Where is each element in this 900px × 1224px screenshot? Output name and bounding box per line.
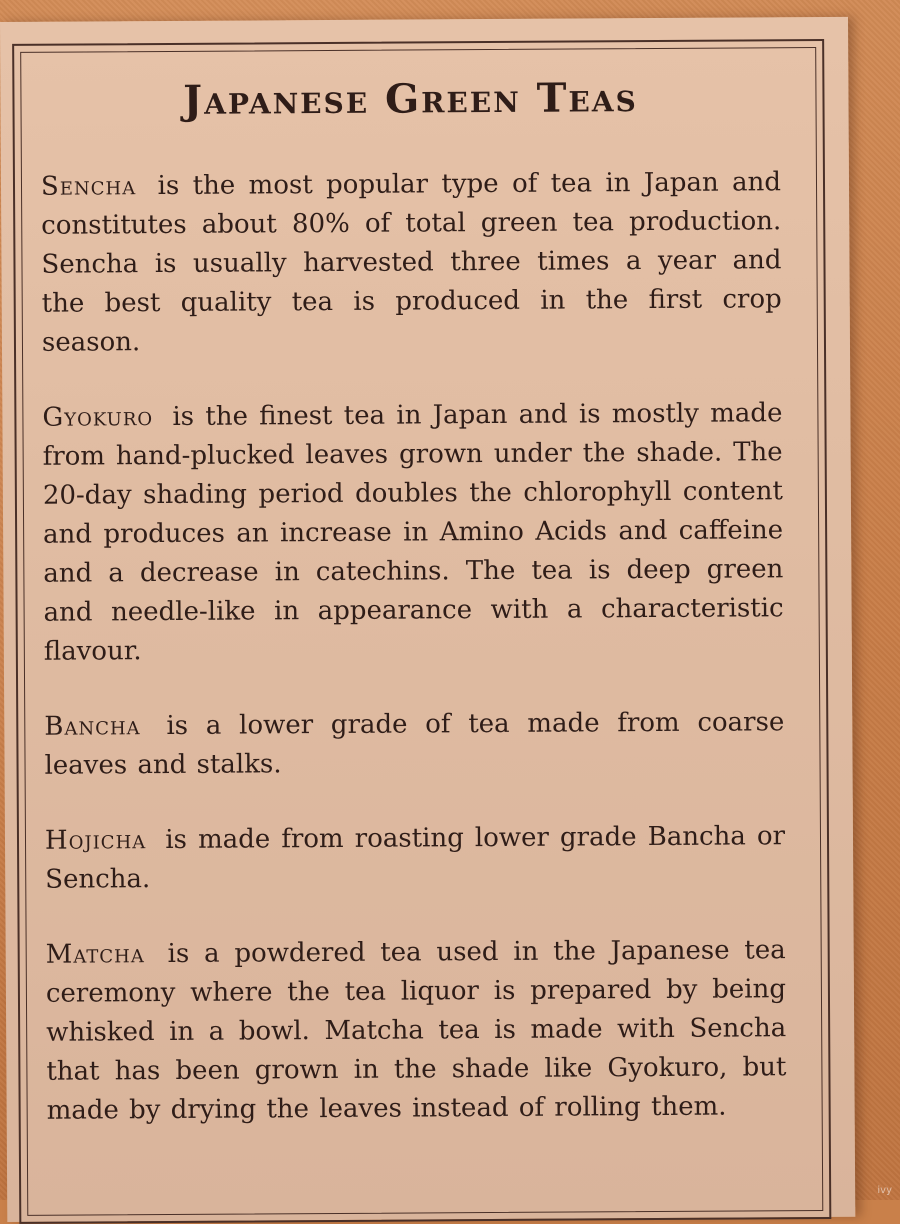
- sign-content: [40, 75, 787, 1167]
- entry-text: is the finest tea in Japan and is mostly made from hand-plucked leaves grown under the shade. The 20-day shading period doubles the chlorophyll content and produces an increase in Amino Acids and caffeine and a decrease in catechins. The tea is deep green and needle-like in appearance with a characteristic flavour.: [43, 398, 784, 667]
- entry-term: Gyokuro: [42, 402, 153, 433]
- entry-text: is the most popular type of tea in Japan and constitutes about 80% of total green tea production. Sencha is usually harvested three times a year and the best quality tea is produced in the first crop season.: [41, 167, 782, 358]
- sign-title: Japanese Green Teas: [40, 75, 780, 124]
- entry-text: is made from roasting lower grade Bancha or Sencha.: [45, 821, 785, 895]
- entry-matcha: [46, 931, 787, 1131]
- entry-term: Sencha: [41, 171, 136, 202]
- entry-bancha: [44, 703, 784, 786]
- entry-hojicha: [45, 817, 785, 900]
- tea-information-sign: [0, 17, 855, 1222]
- entry-term: Bancha: [44, 711, 141, 742]
- entry-sencha: [41, 163, 782, 363]
- entry-gyokuro: [42, 394, 784, 672]
- entry-text: is a powdered tea used in the Japanese tea ceremony where the tea liquor is prepared by being whisked in a bowl. Matcha tea is made with Sencha that has been grown in the shade like Gyokuro, but made by drying the leaves instead of rolling them.: [46, 935, 787, 1126]
- photo-watermark: ivy: [877, 1185, 892, 1196]
- entry-term: Matcha: [46, 939, 145, 970]
- entry-term: Hojicha: [45, 825, 146, 856]
- entry-text: is a lower grade of tea made from coarse leaves and stalks.: [44, 707, 784, 781]
